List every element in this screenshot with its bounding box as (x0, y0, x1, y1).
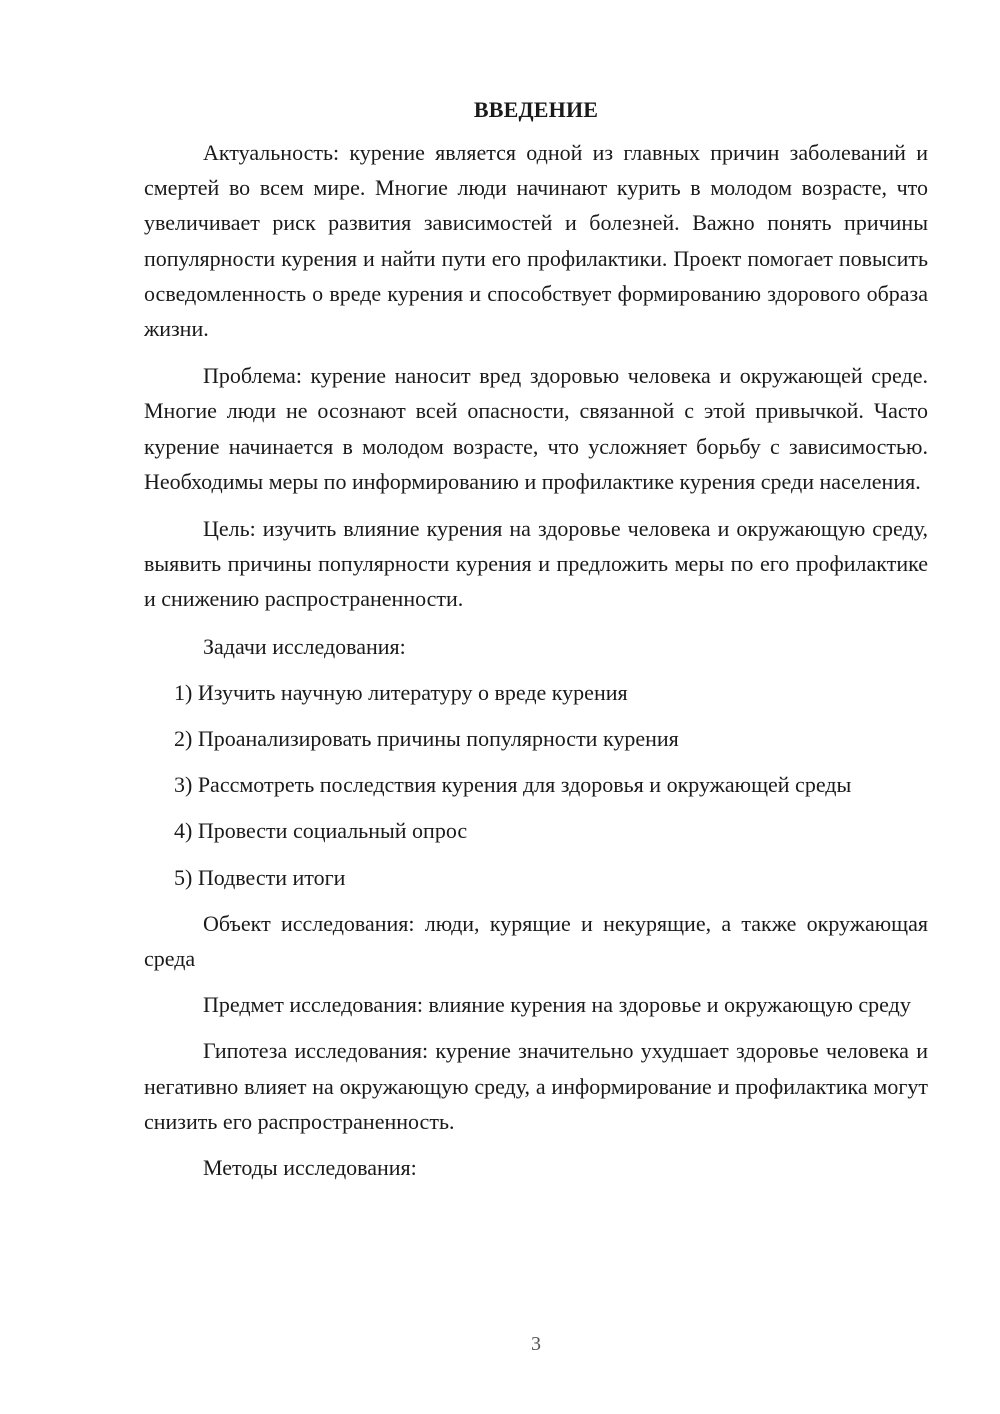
paragraph-relevance: Актуальность: курение является одной из главных причин заболеваний и смертей во всем мире. Многие люди начинают курить в молодом возрасте, что увеличивает риск развития зависимостей и болезней. Важно понять причины популярности курения и найти пути его профилактики. Проект помогает повысить осведомленность о вреде курения и способствует формированию здорового образа жизни. (144, 140, 928, 342)
task-item-3: 3) Рассмотреть последствия курения для здоровья и окружающей среды (174, 772, 852, 798)
section-title: ВВЕДЕНИЕ (473, 97, 599, 122)
task-item-1: 1) Изучить научную литературу о вреде курения (174, 679, 628, 705)
paragraph-hypothesis: Гипотеза исследования: курение значительно ухудшает здоровье человека и негативно влияет на окружающую среду, а информирование и профилактика могут снизить его распространенность. (144, 1038, 928, 1134)
tasks-heading: Задачи исследования: (203, 633, 406, 659)
task-item-5: 5) Подвести итоги (174, 864, 346, 890)
page-content (144, 92, 928, 1185)
page-number: 3 (531, 1333, 541, 1355)
paragraph-problem: Проблема: курение наносит вред здоровью человека и окружающей среде. Многие люди не осознают всей опасности, связанной с этой привычкой. Часто курение начинается в молодом возрасте, что усложняет борьбу с зависимостью. Необходимы меры по информированию и профилактике курения среди населения. (144, 363, 928, 494)
paragraph-object: Объект исследования: люди, курящие и некурящие, а также окружающая среда (144, 910, 928, 972)
paragraph-subject: Предмет исследования: влияние курения на здоровье и окружающую среду (203, 992, 911, 1018)
task-item-4: 4) Провести социальный опрос (174, 818, 468, 844)
methods-heading: Методы исследования: (203, 1155, 417, 1181)
task-item-2: 2) Проанализировать причины популярности курения (174, 726, 679, 752)
paragraph-goal: Цель: изучить влияние курения на здоровье человека и окружающую среду, выявить причины популярности курения и предложить меры по его профилактике и снижению распространенности. (144, 516, 928, 612)
